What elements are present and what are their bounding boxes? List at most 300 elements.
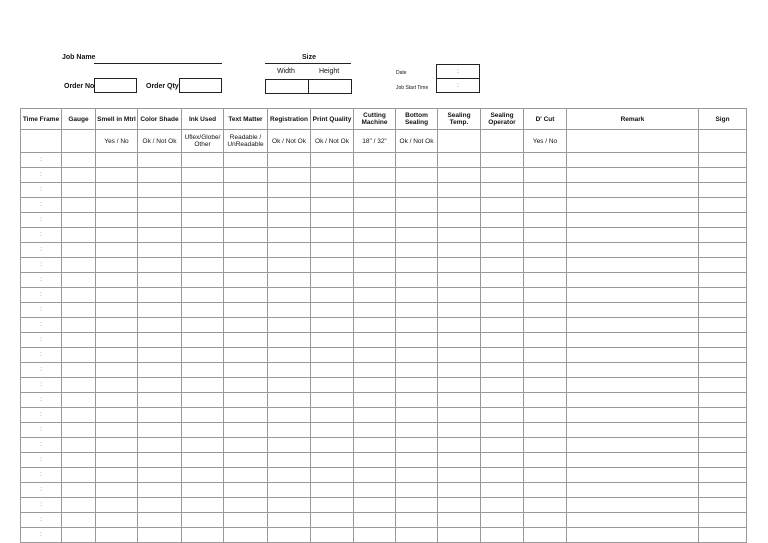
time-frame-cell[interactable]: : bbox=[21, 273, 62, 288]
time-frame-cell[interactable]: : bbox=[21, 423, 62, 438]
entry-cell[interactable] bbox=[396, 408, 438, 423]
entry-cell[interactable] bbox=[567, 333, 699, 348]
entry-cell[interactable] bbox=[481, 438, 524, 453]
entry-cell[interactable] bbox=[354, 258, 396, 273]
entry-cell[interactable] bbox=[699, 288, 747, 303]
entry-cell[interactable] bbox=[567, 303, 699, 318]
entry-cell[interactable] bbox=[138, 198, 182, 213]
entry-cell[interactable] bbox=[96, 153, 138, 168]
entry-cell[interactable] bbox=[224, 378, 268, 393]
time-frame-cell[interactable]: : bbox=[21, 378, 62, 393]
entry-cell[interactable] bbox=[481, 393, 524, 408]
entry-cell[interactable] bbox=[524, 153, 567, 168]
entry-cell[interactable] bbox=[438, 378, 481, 393]
entry-cell[interactable] bbox=[354, 393, 396, 408]
entry-cell[interactable] bbox=[311, 333, 354, 348]
time-frame-cell[interactable]: : bbox=[21, 318, 62, 333]
entry-cell[interactable] bbox=[524, 498, 567, 513]
entry-cell[interactable] bbox=[524, 453, 567, 468]
entry-cell[interactable] bbox=[567, 243, 699, 258]
entry-cell[interactable] bbox=[438, 348, 481, 363]
entry-cell[interactable] bbox=[396, 483, 438, 498]
entry-cell[interactable] bbox=[224, 213, 268, 228]
entry-cell[interactable] bbox=[62, 333, 96, 348]
entry-cell[interactable] bbox=[62, 528, 96, 543]
entry-cell[interactable] bbox=[96, 438, 138, 453]
entry-cell[interactable] bbox=[524, 288, 567, 303]
entry-cell[interactable] bbox=[699, 258, 747, 273]
entry-cell[interactable] bbox=[268, 408, 311, 423]
entry-cell[interactable] bbox=[224, 453, 268, 468]
entry-cell[interactable] bbox=[182, 348, 224, 363]
entry-cell[interactable] bbox=[268, 258, 311, 273]
entry-cell[interactable] bbox=[524, 333, 567, 348]
time-frame-cell[interactable]: : bbox=[21, 183, 62, 198]
entry-cell[interactable] bbox=[567, 258, 699, 273]
entry-cell[interactable] bbox=[62, 363, 96, 378]
entry-cell[interactable] bbox=[524, 528, 567, 543]
time-frame-cell[interactable]: : bbox=[21, 528, 62, 543]
entry-cell[interactable] bbox=[224, 333, 268, 348]
entry-cell[interactable] bbox=[438, 528, 481, 543]
entry-cell[interactable] bbox=[62, 483, 96, 498]
entry-cell[interactable] bbox=[438, 363, 481, 378]
entry-cell[interactable] bbox=[567, 498, 699, 513]
entry-cell[interactable] bbox=[354, 288, 396, 303]
entry-cell[interactable] bbox=[396, 213, 438, 228]
time-frame-cell[interactable]: : bbox=[21, 483, 62, 498]
entry-cell[interactable] bbox=[96, 318, 138, 333]
entry-cell[interactable] bbox=[354, 333, 396, 348]
entry-cell[interactable] bbox=[438, 513, 481, 528]
entry-cell[interactable] bbox=[182, 453, 224, 468]
entry-cell[interactable] bbox=[481, 318, 524, 333]
entry-cell[interactable] bbox=[96, 303, 138, 318]
entry-cell[interactable] bbox=[567, 213, 699, 228]
entry-cell[interactable] bbox=[567, 168, 699, 183]
entry-cell[interactable] bbox=[138, 333, 182, 348]
entry-cell[interactable] bbox=[96, 168, 138, 183]
time-frame-cell[interactable]: : bbox=[21, 438, 62, 453]
entry-cell[interactable] bbox=[699, 168, 747, 183]
entry-cell[interactable] bbox=[182, 333, 224, 348]
entry-cell[interactable] bbox=[354, 483, 396, 498]
entry-cell[interactable] bbox=[699, 528, 747, 543]
entry-cell[interactable] bbox=[567, 528, 699, 543]
entry-cell[interactable] bbox=[311, 348, 354, 363]
entry-cell[interactable] bbox=[138, 318, 182, 333]
entry-cell[interactable] bbox=[138, 258, 182, 273]
entry-cell[interactable] bbox=[699, 453, 747, 468]
entry-cell[interactable] bbox=[224, 393, 268, 408]
entry-cell[interactable] bbox=[481, 378, 524, 393]
entry-cell[interactable] bbox=[524, 438, 567, 453]
entry-cell[interactable] bbox=[311, 453, 354, 468]
entry-cell[interactable] bbox=[481, 333, 524, 348]
entry-cell[interactable] bbox=[524, 363, 567, 378]
entry-cell[interactable] bbox=[699, 183, 747, 198]
entry-cell[interactable] bbox=[182, 423, 224, 438]
entry-cell[interactable] bbox=[62, 393, 96, 408]
entry-cell[interactable] bbox=[354, 303, 396, 318]
entry-cell[interactable] bbox=[138, 183, 182, 198]
entry-cell[interactable] bbox=[438, 393, 481, 408]
entry-cell[interactable] bbox=[438, 273, 481, 288]
entry-cell[interactable] bbox=[62, 378, 96, 393]
entry-cell[interactable] bbox=[268, 333, 311, 348]
entry-cell[interactable] bbox=[481, 528, 524, 543]
entry-cell[interactable] bbox=[567, 183, 699, 198]
entry-cell[interactable] bbox=[524, 243, 567, 258]
entry-cell[interactable] bbox=[311, 378, 354, 393]
entry-cell[interactable] bbox=[96, 453, 138, 468]
entry-cell[interactable] bbox=[62, 213, 96, 228]
entry-cell[interactable] bbox=[396, 513, 438, 528]
entry-cell[interactable] bbox=[481, 153, 524, 168]
entry-cell[interactable] bbox=[138, 168, 182, 183]
time-frame-cell[interactable]: : bbox=[21, 363, 62, 378]
entry-cell[interactable] bbox=[182, 243, 224, 258]
entry-cell[interactable] bbox=[182, 513, 224, 528]
entry-cell[interactable] bbox=[138, 303, 182, 318]
entry-cell[interactable] bbox=[567, 228, 699, 243]
entry-cell[interactable] bbox=[268, 318, 311, 333]
entry-cell[interactable] bbox=[268, 468, 311, 483]
entry-cell[interactable] bbox=[354, 168, 396, 183]
entry-cell[interactable] bbox=[138, 348, 182, 363]
entry-cell[interactable] bbox=[354, 453, 396, 468]
entry-cell[interactable] bbox=[567, 363, 699, 378]
entry-cell[interactable] bbox=[311, 303, 354, 318]
entry-cell[interactable] bbox=[567, 198, 699, 213]
entry-cell[interactable] bbox=[311, 528, 354, 543]
entry-cell[interactable] bbox=[354, 348, 396, 363]
entry-cell[interactable] bbox=[96, 513, 138, 528]
entry-cell[interactable] bbox=[438, 453, 481, 468]
entry-cell[interactable] bbox=[396, 288, 438, 303]
entry-cell[interactable] bbox=[268, 438, 311, 453]
entry-cell[interactable] bbox=[138, 213, 182, 228]
entry-cell[interactable] bbox=[182, 228, 224, 243]
entry-cell[interactable] bbox=[311, 363, 354, 378]
entry-cell[interactable] bbox=[396, 528, 438, 543]
entry-cell[interactable] bbox=[524, 378, 567, 393]
entry-cell[interactable] bbox=[96, 528, 138, 543]
entry-cell[interactable] bbox=[699, 438, 747, 453]
order-qty-field[interactable] bbox=[179, 78, 222, 93]
entry-cell[interactable] bbox=[481, 348, 524, 363]
entry-cell[interactable] bbox=[438, 228, 481, 243]
time-frame-cell[interactable]: : bbox=[21, 468, 62, 483]
entry-cell[interactable] bbox=[268, 378, 311, 393]
entry-cell[interactable] bbox=[311, 318, 354, 333]
entry-cell[interactable] bbox=[396, 333, 438, 348]
entry-cell[interactable] bbox=[96, 228, 138, 243]
entry-cell[interactable] bbox=[396, 258, 438, 273]
entry-cell[interactable] bbox=[96, 483, 138, 498]
entry-cell[interactable] bbox=[138, 468, 182, 483]
entry-cell[interactable] bbox=[481, 168, 524, 183]
time-frame-cell[interactable]: : bbox=[21, 228, 62, 243]
entry-cell[interactable] bbox=[524, 303, 567, 318]
entry-cell[interactable] bbox=[481, 513, 524, 528]
entry-cell[interactable] bbox=[224, 243, 268, 258]
entry-cell[interactable] bbox=[224, 198, 268, 213]
entry-cell[interactable] bbox=[268, 303, 311, 318]
entry-cell[interactable] bbox=[182, 213, 224, 228]
entry-cell[interactable] bbox=[396, 303, 438, 318]
entry-cell[interactable] bbox=[62, 423, 96, 438]
entry-cell[interactable] bbox=[524, 348, 567, 363]
time-frame-cell[interactable]: : bbox=[21, 333, 62, 348]
entry-cell[interactable] bbox=[481, 498, 524, 513]
entry-cell[interactable] bbox=[224, 363, 268, 378]
entry-cell[interactable] bbox=[438, 243, 481, 258]
entry-cell[interactable] bbox=[524, 258, 567, 273]
entry-cell[interactable] bbox=[699, 303, 747, 318]
entry-cell[interactable] bbox=[438, 183, 481, 198]
entry-cell[interactable] bbox=[224, 513, 268, 528]
entry-cell[interactable] bbox=[699, 513, 747, 528]
entry-cell[interactable] bbox=[396, 423, 438, 438]
time-frame-cell[interactable]: : bbox=[21, 303, 62, 318]
entry-cell[interactable] bbox=[354, 183, 396, 198]
entry-cell[interactable] bbox=[567, 378, 699, 393]
entry-cell[interactable] bbox=[396, 468, 438, 483]
entry-cell[interactable] bbox=[96, 183, 138, 198]
entry-cell[interactable] bbox=[438, 498, 481, 513]
entry-cell[interactable] bbox=[396, 378, 438, 393]
time-frame-cell[interactable]: : bbox=[21, 168, 62, 183]
entry-cell[interactable] bbox=[62, 303, 96, 318]
entry-cell[interactable] bbox=[224, 228, 268, 243]
entry-cell[interactable] bbox=[311, 258, 354, 273]
entry-cell[interactable] bbox=[396, 243, 438, 258]
entry-cell[interactable] bbox=[182, 378, 224, 393]
entry-cell[interactable] bbox=[567, 438, 699, 453]
entry-cell[interactable] bbox=[182, 363, 224, 378]
entry-cell[interactable] bbox=[62, 498, 96, 513]
entry-cell[interactable] bbox=[311, 393, 354, 408]
entry-cell[interactable] bbox=[438, 423, 481, 438]
entry-cell[interactable] bbox=[268, 348, 311, 363]
entry-cell[interactable] bbox=[396, 273, 438, 288]
entry-cell[interactable] bbox=[481, 198, 524, 213]
entry-cell[interactable] bbox=[138, 423, 182, 438]
entry-cell[interactable] bbox=[567, 468, 699, 483]
entry-cell[interactable] bbox=[567, 153, 699, 168]
entry-cell[interactable] bbox=[396, 453, 438, 468]
entry-cell[interactable] bbox=[481, 273, 524, 288]
entry-cell[interactable] bbox=[182, 168, 224, 183]
entry-cell[interactable] bbox=[182, 288, 224, 303]
entry-cell[interactable] bbox=[311, 168, 354, 183]
entry-cell[interactable] bbox=[138, 288, 182, 303]
entry-cell[interactable] bbox=[396, 438, 438, 453]
entry-cell[interactable] bbox=[699, 498, 747, 513]
entry-cell[interactable] bbox=[96, 333, 138, 348]
entry-cell[interactable] bbox=[699, 363, 747, 378]
entry-cell[interactable] bbox=[354, 363, 396, 378]
time-frame-cell[interactable]: : bbox=[21, 198, 62, 213]
entry-cell[interactable] bbox=[62, 468, 96, 483]
entry-cell[interactable] bbox=[354, 243, 396, 258]
entry-cell[interactable] bbox=[268, 198, 311, 213]
entry-cell[interactable] bbox=[311, 423, 354, 438]
entry-cell[interactable] bbox=[567, 423, 699, 438]
entry-cell[interactable] bbox=[481, 453, 524, 468]
entry-cell[interactable] bbox=[396, 393, 438, 408]
entry-cell[interactable] bbox=[481, 303, 524, 318]
entry-cell[interactable] bbox=[354, 273, 396, 288]
entry-cell[interactable] bbox=[481, 228, 524, 243]
date-field[interactable]: : bbox=[436, 64, 480, 79]
entry-cell[interactable] bbox=[699, 228, 747, 243]
entry-cell[interactable] bbox=[396, 348, 438, 363]
entry-cell[interactable] bbox=[699, 408, 747, 423]
entry-cell[interactable] bbox=[138, 378, 182, 393]
entry-cell[interactable] bbox=[354, 438, 396, 453]
entry-cell[interactable] bbox=[62, 318, 96, 333]
entry-cell[interactable] bbox=[699, 393, 747, 408]
entry-cell[interactable] bbox=[224, 258, 268, 273]
entry-cell[interactable] bbox=[268, 423, 311, 438]
entry-cell[interactable] bbox=[311, 213, 354, 228]
time-frame-cell[interactable]: : bbox=[21, 153, 62, 168]
entry-cell[interactable] bbox=[268, 288, 311, 303]
entry-cell[interactable] bbox=[699, 243, 747, 258]
entry-cell[interactable] bbox=[699, 273, 747, 288]
entry-cell[interactable] bbox=[438, 198, 481, 213]
time-frame-cell[interactable]: : bbox=[21, 288, 62, 303]
entry-cell[interactable] bbox=[438, 408, 481, 423]
entry-cell[interactable] bbox=[224, 468, 268, 483]
entry-cell[interactable] bbox=[138, 363, 182, 378]
entry-cell[interactable] bbox=[62, 288, 96, 303]
job-start-time-field[interactable]: : bbox=[436, 78, 480, 93]
order-no-field[interactable] bbox=[94, 78, 137, 93]
entry-cell[interactable] bbox=[224, 303, 268, 318]
entry-cell[interactable] bbox=[524, 513, 567, 528]
entry-cell[interactable] bbox=[224, 498, 268, 513]
time-frame-cell[interactable]: : bbox=[21, 453, 62, 468]
entry-cell[interactable] bbox=[524, 168, 567, 183]
job-name-field[interactable] bbox=[94, 63, 222, 64]
entry-cell[interactable] bbox=[62, 153, 96, 168]
entry-cell[interactable] bbox=[268, 243, 311, 258]
entry-cell[interactable] bbox=[438, 168, 481, 183]
time-frame-cell[interactable]: : bbox=[21, 408, 62, 423]
entry-cell[interactable] bbox=[699, 333, 747, 348]
entry-cell[interactable] bbox=[138, 498, 182, 513]
entry-cell[interactable] bbox=[311, 513, 354, 528]
time-frame-cell[interactable]: : bbox=[21, 513, 62, 528]
entry-cell[interactable] bbox=[354, 423, 396, 438]
entry-cell[interactable] bbox=[182, 468, 224, 483]
entry-cell[interactable] bbox=[524, 408, 567, 423]
entry-cell[interactable] bbox=[354, 468, 396, 483]
entry-cell[interactable] bbox=[96, 213, 138, 228]
entry-cell[interactable] bbox=[268, 273, 311, 288]
entry-cell[interactable] bbox=[138, 153, 182, 168]
time-frame-cell[interactable]: : bbox=[21, 213, 62, 228]
entry-cell[interactable] bbox=[182, 393, 224, 408]
entry-cell[interactable] bbox=[224, 483, 268, 498]
entry-cell[interactable] bbox=[62, 438, 96, 453]
entry-cell[interactable] bbox=[224, 183, 268, 198]
time-frame-cell[interactable]: : bbox=[21, 498, 62, 513]
entry-cell[interactable] bbox=[138, 273, 182, 288]
entry-cell[interactable] bbox=[224, 168, 268, 183]
entry-cell[interactable] bbox=[96, 363, 138, 378]
entry-cell[interactable] bbox=[438, 483, 481, 498]
entry-cell[interactable] bbox=[699, 198, 747, 213]
entry-cell[interactable] bbox=[182, 318, 224, 333]
entry-cell[interactable] bbox=[481, 363, 524, 378]
entry-cell[interactable] bbox=[481, 288, 524, 303]
entry-cell[interactable] bbox=[396, 363, 438, 378]
entry-cell[interactable] bbox=[524, 423, 567, 438]
entry-cell[interactable] bbox=[354, 198, 396, 213]
entry-cell[interactable] bbox=[138, 483, 182, 498]
time-frame-cell[interactable]: : bbox=[21, 258, 62, 273]
entry-cell[interactable] bbox=[396, 198, 438, 213]
entry-cell[interactable] bbox=[311, 483, 354, 498]
entry-cell[interactable] bbox=[311, 153, 354, 168]
entry-cell[interactable] bbox=[182, 483, 224, 498]
entry-cell[interactable] bbox=[224, 318, 268, 333]
entry-cell[interactable] bbox=[224, 423, 268, 438]
entry-cell[interactable] bbox=[182, 303, 224, 318]
entry-cell[interactable] bbox=[62, 258, 96, 273]
entry-cell[interactable] bbox=[354, 408, 396, 423]
entry-cell[interactable] bbox=[224, 408, 268, 423]
entry-cell[interactable] bbox=[354, 378, 396, 393]
entry-cell[interactable] bbox=[567, 318, 699, 333]
entry-cell[interactable] bbox=[268, 153, 311, 168]
entry-cell[interactable] bbox=[567, 453, 699, 468]
entry-cell[interactable] bbox=[481, 213, 524, 228]
entry-cell[interactable] bbox=[268, 168, 311, 183]
entry-cell[interactable] bbox=[62, 513, 96, 528]
entry-cell[interactable] bbox=[524, 183, 567, 198]
entry-cell[interactable] bbox=[96, 423, 138, 438]
entry-cell[interactable] bbox=[138, 528, 182, 543]
entry-cell[interactable] bbox=[438, 288, 481, 303]
entry-cell[interactable] bbox=[567, 288, 699, 303]
entry-cell[interactable] bbox=[438, 213, 481, 228]
entry-cell[interactable] bbox=[396, 228, 438, 243]
entry-cell[interactable] bbox=[268, 393, 311, 408]
entry-cell[interactable] bbox=[481, 468, 524, 483]
entry-cell[interactable] bbox=[524, 318, 567, 333]
entry-cell[interactable] bbox=[182, 438, 224, 453]
entry-cell[interactable] bbox=[354, 153, 396, 168]
entry-cell[interactable] bbox=[438, 438, 481, 453]
time-frame-cell[interactable]: : bbox=[21, 393, 62, 408]
entry-cell[interactable] bbox=[268, 483, 311, 498]
entry-cell[interactable] bbox=[699, 318, 747, 333]
entry-cell[interactable] bbox=[354, 498, 396, 513]
entry-cell[interactable] bbox=[96, 258, 138, 273]
entry-cell[interactable] bbox=[311, 408, 354, 423]
entry-cell[interactable] bbox=[524, 468, 567, 483]
entry-cell[interactable] bbox=[567, 513, 699, 528]
entry-cell[interactable] bbox=[311, 243, 354, 258]
entry-cell[interactable] bbox=[396, 318, 438, 333]
entry-cell[interactable] bbox=[699, 378, 747, 393]
height-field[interactable] bbox=[308, 79, 352, 94]
